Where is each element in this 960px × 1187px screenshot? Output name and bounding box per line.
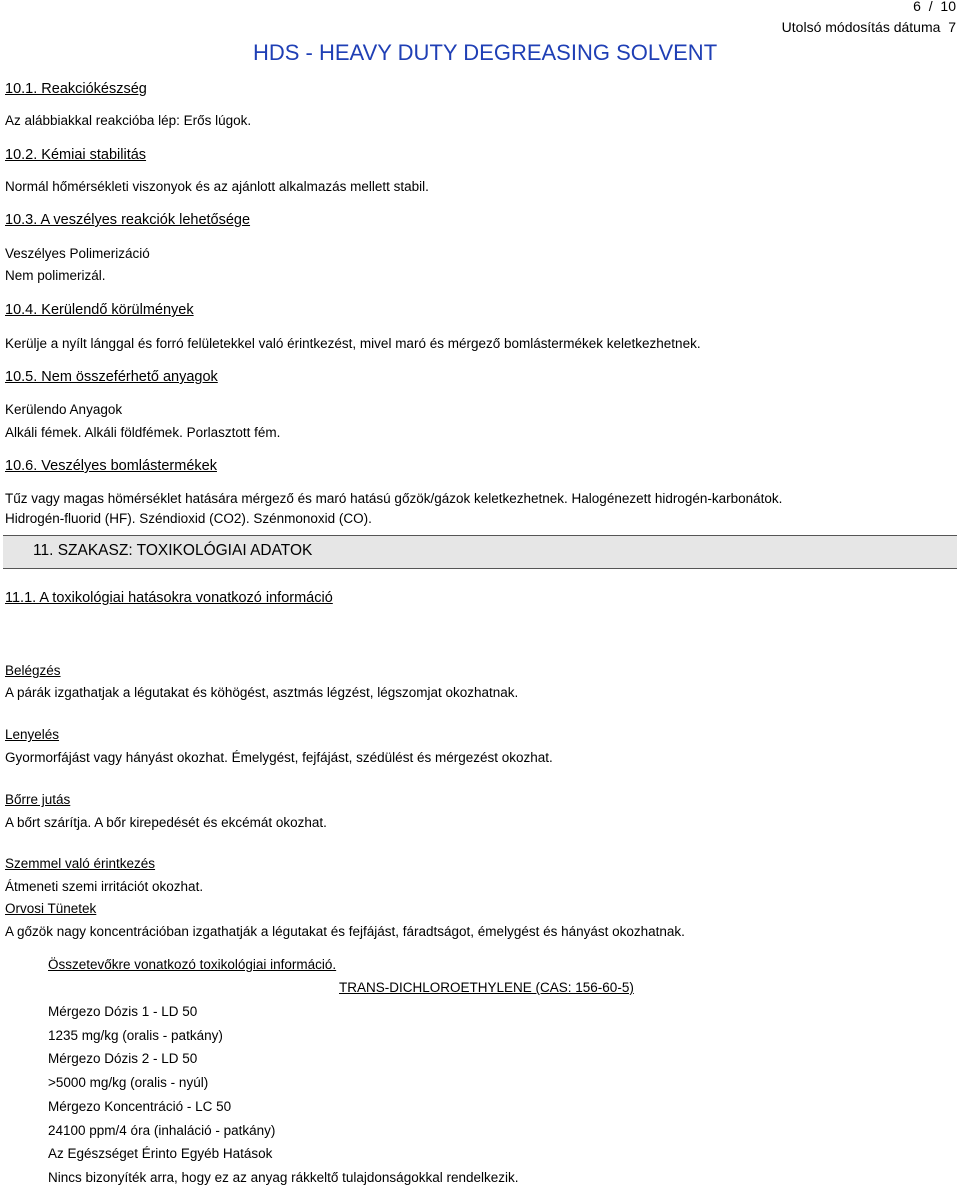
section-10-6-line-1: Tűz vagy magas hömérséklet hatására mérgező és maró hatású gőzök/gázok keletkezhetnek. Halogénezett hidrogén-karbonátok. <box>5 491 783 506</box>
ingestion-title: Lenyelés <box>5 727 60 742</box>
components-title: Összetevőkre vonatkozó toxikológiai információ. <box>48 957 337 972</box>
ld50-1-value: 1235 mg/kg (oralis - patkány) <box>48 1028 223 1043</box>
section-10-5-text: Alkáli fémek. Alkáli földfémek. Porlasztott fém. <box>5 425 281 440</box>
organs-label: Az Egészséget Érinto Egyéb Hatások <box>48 1146 273 1161</box>
section-10-5-subtitle: Kerülendo Anyagok <box>5 402 123 417</box>
section-10-6-title: 10.6. Veszélyes bomlástermékek <box>5 458 217 474</box>
section-10-6-line-2: Hidrogén-fluorid (HF). Széndioxid (CO2). Szénmonoxid (CO). <box>5 511 372 526</box>
ld50-1-label: Mérgezo Dózis 1 - LD 50 <box>48 1004 198 1019</box>
ld50-2-value: >5000 mg/kg (oralis - nyúl) <box>48 1075 209 1090</box>
section-11-title: 11. SZAKASZ: TOXIKOLÓGIAI ADATOK <box>33 542 313 559</box>
section-10-2-title: 10.2. Kémiai stabilitás <box>5 147 147 163</box>
inhalation-title: Belégzés <box>5 663 61 678</box>
section-10-1-title: 10.1. Reakciókészség <box>5 81 147 97</box>
lc50-label: Mérgezo Koncentráció - LC 50 <box>48 1099 232 1114</box>
skin-text: A bőrt szárítja. A bőr kirepedését és ekcémát okozhat. <box>5 815 327 830</box>
section-10-3-title: 10.3. A veszélyes reakciók lehetősége <box>5 212 251 228</box>
lc50-value: 24100 ppm/4 óra (inhaláció - patkány) <box>48 1123 276 1138</box>
section-11-1-title: 11.1. A toxikológiai hatásokra vonatkozó információ <box>5 590 333 606</box>
section-10-3-text: Nem polimerizál. <box>5 268 106 283</box>
product-title: HDS - HEAVY DUTY DEGREASING SOLVENT <box>253 40 718 65</box>
medical-title: Orvosi Tünetek <box>5 901 97 916</box>
eye-title: Szemmel való érintkezés <box>5 856 156 871</box>
revision-date: Utolsó módosítás dátuma 7 <box>781 19 956 35</box>
section-10-1-text: Az alábbiakkal reakcióba lép: Erős lúgok. <box>5 113 252 128</box>
section-10-4-text: Kerülje a nyílt lánggal és forró felületekkel való érintkezést, mivel maró és mérgező bomlástermékek keletkezhetnek. <box>5 336 701 351</box>
inhalation-text: A párák izgathatjak a légutakat és köhögést, asztmás légzést, légszomjat okozhatnak. <box>5 685 519 700</box>
organs-value: Nincs bizonyíték arra, hogy ez az anyag rákkeltő tulajdonságokkal rendelkezik. <box>48 1170 519 1185</box>
skin-title: Bőrre jutás <box>5 792 71 807</box>
section-10-4-title: 10.4. Kerülendő körülmények <box>5 302 194 318</box>
eye-text: Átmeneti szemi irritációt okozhat. <box>5 879 204 894</box>
component-substance: TRANS-DICHLOROETHYLENE (CAS: 156-60-5) <box>339 980 634 995</box>
section-10-5-title: 10.5. Nem összeférhető anyagok <box>5 369 218 385</box>
page-number: 6 / 10 <box>913 0 956 14</box>
ingestion-text: Gyormorfájást vagy hányást okozhat. Émelygést, fejfájást, szédülést és mérgezést okozhat. <box>5 750 553 765</box>
medical-text: A gőzök nagy koncentrációban izgathatják a légutakat és fejfájást, fáradtságot, émelygést és hányást okozhatnak. <box>5 924 685 939</box>
ld50-2-label: Mérgezo Dózis 2 - LD 50 <box>48 1051 198 1066</box>
section-10-2-text: Normál hőmérsékleti viszonyok és az ajánlott alkalmazás mellett stabil. <box>5 179 429 194</box>
section-11-header-band <box>3 535 957 569</box>
section-10-3-subtitle: Veszélyes Polimerizáció <box>5 246 150 261</box>
